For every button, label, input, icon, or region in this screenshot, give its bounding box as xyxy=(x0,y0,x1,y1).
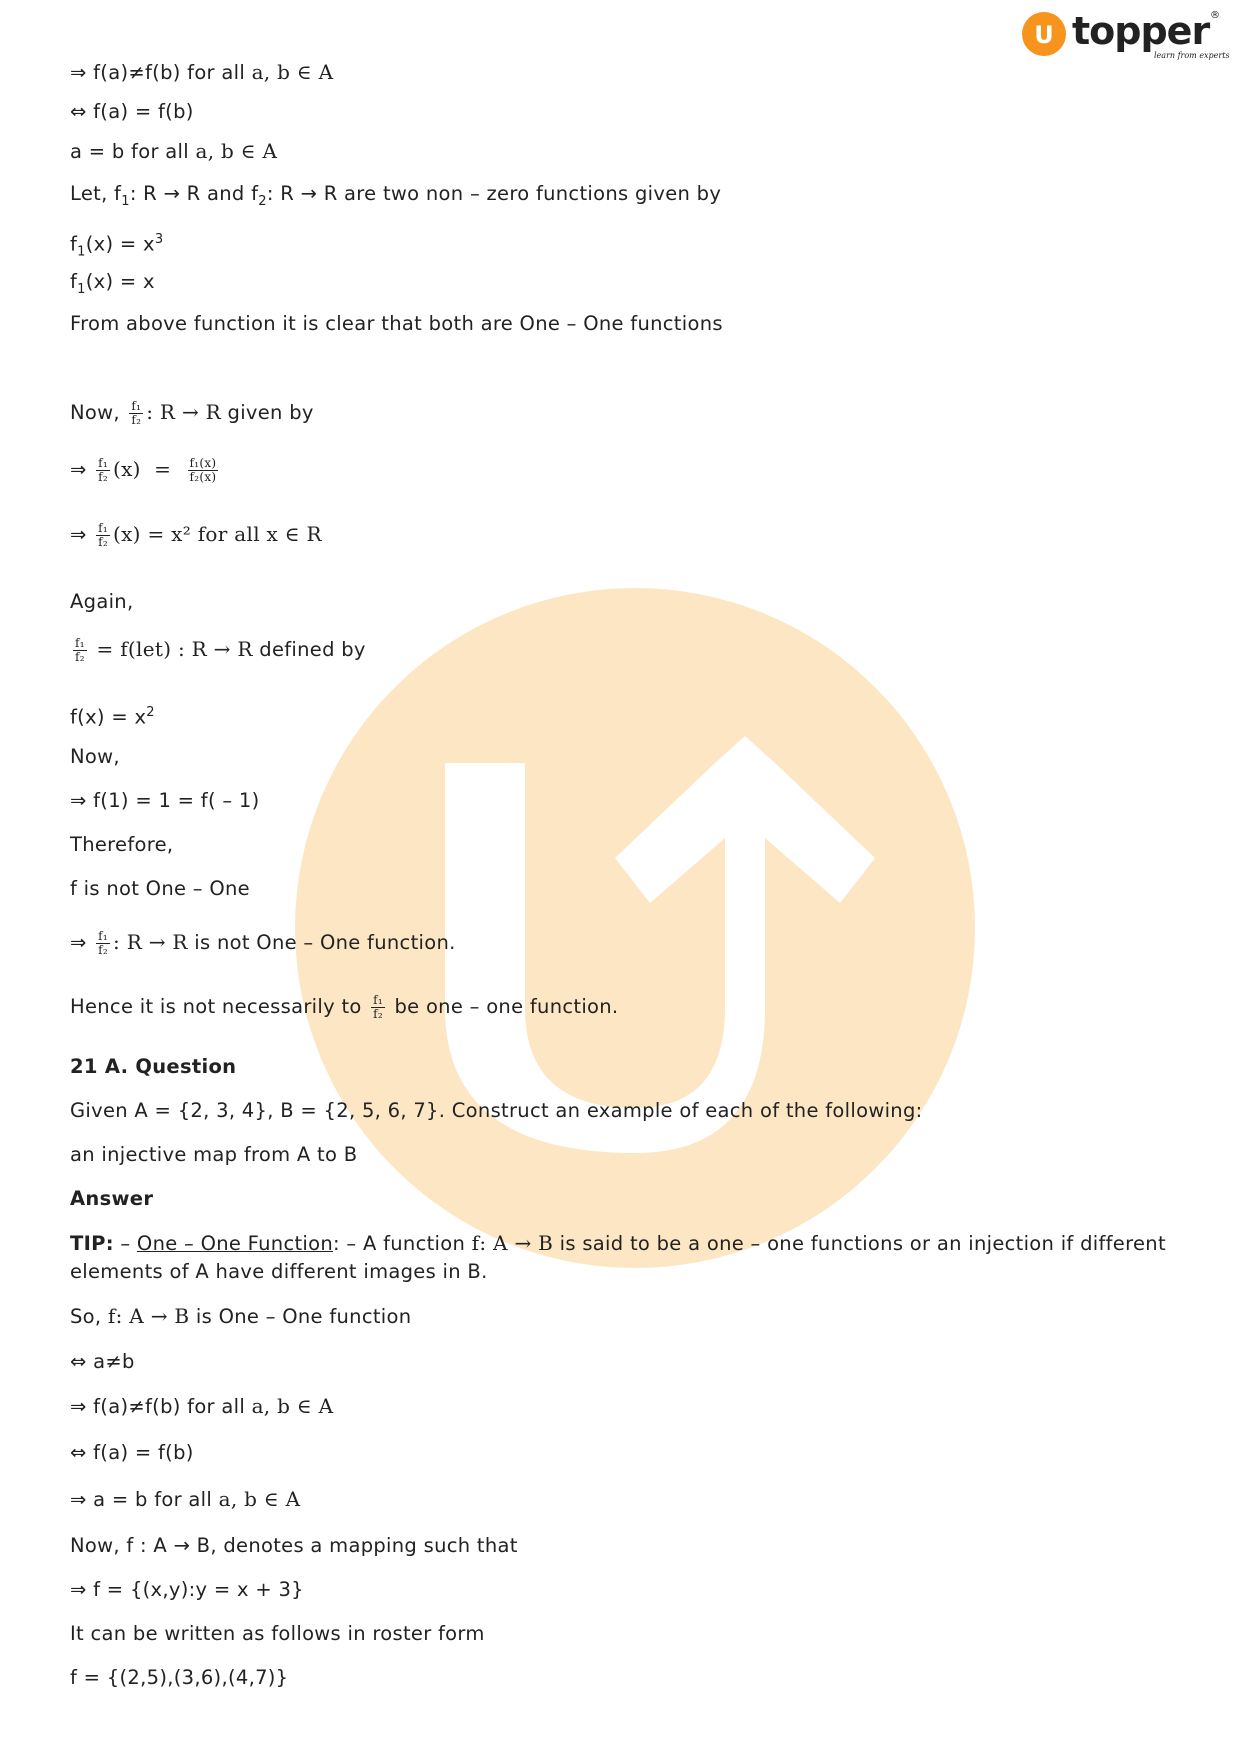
line-1 xyxy=(70,58,333,87)
line-14: Now, xyxy=(70,745,120,768)
brand-tagline: learn from experts xyxy=(1154,51,1230,60)
frac-num: f₁ xyxy=(131,399,142,413)
line-17: f is not One – One xyxy=(70,877,250,900)
line-6-sub: 1 xyxy=(77,281,86,297)
line-r6: ⇒ f = {(x,y):y = x + 3} xyxy=(70,1578,304,1601)
question-heading: 21 A. Question xyxy=(70,1055,237,1078)
line-r2-math: a, b ∈ A xyxy=(251,1394,334,1418)
line-4-b: : R → R and f xyxy=(129,182,259,205)
line-9 xyxy=(70,455,221,484)
line-9-eq xyxy=(141,457,185,481)
frac-num: f₁ xyxy=(373,993,383,1007)
brand-name: topper xyxy=(1072,9,1210,53)
line-8-math: : R → R xyxy=(146,400,222,424)
fraction-f1x-f2x xyxy=(188,457,219,484)
line-9-x: (x) xyxy=(113,457,141,481)
line-2: ⇔ f(a) = f(b) xyxy=(70,100,194,123)
fraction-f1-f2 xyxy=(371,994,385,1021)
eq-symbol: = xyxy=(154,457,172,481)
line-5-sub: 1 xyxy=(77,244,86,260)
line-1-text: ⇒ f(a)≠f(b) for all xyxy=(70,61,252,84)
tip-paragraph xyxy=(70,1229,1170,1286)
frac-num: f₁ xyxy=(98,456,108,470)
line-10-math: (x) = x² for all x ∈ R xyxy=(113,522,322,546)
frac-den: f₂ xyxy=(98,535,108,549)
line-5-sup: 3 xyxy=(154,232,164,247)
frac-den: f₂ xyxy=(75,650,85,664)
line-6 xyxy=(70,268,155,304)
implies-symbol: ⇒ xyxy=(70,458,87,481)
line-11: Again, xyxy=(70,590,134,613)
line-4-a: Let, f xyxy=(70,182,122,205)
line-7: From above function it is clear that both are One – One functions xyxy=(70,312,723,335)
answer-heading: Answer xyxy=(70,1187,154,1210)
line-4-sub1: 1 xyxy=(121,193,130,209)
line-r7: It can be written as follows in roster form xyxy=(70,1622,485,1645)
line-18-b: is not One – One function. xyxy=(187,931,456,954)
tip-term: One – One Function xyxy=(136,1232,334,1255)
frac-num: f₁(x) xyxy=(189,456,217,470)
line-3-math: a, b ∈ A xyxy=(195,139,278,163)
fraction-f1-f2 xyxy=(96,930,110,957)
line-15: ⇒ f(1) = 1 = f( – 1) xyxy=(70,789,260,812)
line-8-b: given by xyxy=(221,401,314,424)
frac-den: f₂(x) xyxy=(189,470,217,484)
line-4 xyxy=(70,180,721,216)
so-a: So, xyxy=(70,1305,108,1328)
fraction-f1-f2 xyxy=(96,457,110,484)
frac-den: f₂ xyxy=(373,1007,383,1021)
so-b: is One – One function xyxy=(189,1305,412,1328)
line-19 xyxy=(70,993,618,1021)
line-12-math: = f(let) : R → R xyxy=(89,637,253,661)
line-18 xyxy=(70,928,456,957)
line-12-b: defined by xyxy=(252,638,366,661)
tip-a: – xyxy=(113,1232,137,1255)
question-subpart: an injective map from A to B xyxy=(70,1143,358,1166)
line-10 xyxy=(70,520,322,549)
line-r5: Now, f : A → B, denotes a mapping such that xyxy=(70,1534,518,1557)
line-8 xyxy=(70,398,314,427)
brand-logo xyxy=(1020,6,1230,64)
frac-den: f₂ xyxy=(98,943,108,957)
frac-num: f₁ xyxy=(75,636,85,650)
line-8-a: Now, xyxy=(70,401,127,424)
line-r2 xyxy=(70,1392,333,1421)
tip-c: is said to be a one – one functions or an injection if different elements of A have different images in B. xyxy=(70,1232,1166,1283)
line-16: Therefore, xyxy=(70,833,174,856)
line-4-sub2: 2 xyxy=(258,193,267,209)
question-text: Given A = {2, 3, 4}, B = {2, 5, 6, 7}. Construct an example of each of the following: xyxy=(70,1099,923,1122)
line-5-a: f xyxy=(70,232,78,256)
line-1-math: a, b ∈ A xyxy=(251,60,334,84)
fraction-f1-f2 xyxy=(73,637,87,664)
logo-u-icon: U xyxy=(1034,21,1054,49)
line-5-b: (x) = x xyxy=(85,232,155,256)
line-r8: f = {(2,5),(3,6),(4,7)} xyxy=(70,1666,289,1689)
so-math: f: A → B xyxy=(107,1304,190,1328)
implies-symbol: ⇒ xyxy=(70,523,87,546)
line-13-a: f(x) = x xyxy=(70,705,147,729)
line-6-a: f xyxy=(70,270,78,293)
tip-math: f: A → B xyxy=(471,1231,554,1255)
line-3-text: a = b for all xyxy=(70,140,196,163)
tip-b: : – A function xyxy=(333,1232,472,1255)
line-18-math: : R → R xyxy=(113,930,188,954)
line-13-sup: 2 xyxy=(146,705,155,720)
frac-den: f₂ xyxy=(98,470,108,484)
line-r1: ⇔ a≠b xyxy=(70,1350,135,1373)
tip-label: TIP: xyxy=(70,1232,114,1255)
line-r4 xyxy=(70,1485,300,1514)
line-19-a: Hence it is not necessarily to xyxy=(70,995,369,1018)
line-r4-math: a, b ∈ A xyxy=(218,1487,301,1511)
line-r2-text: ⇒ f(a)≠f(b) for all xyxy=(70,1395,252,1418)
line-3 xyxy=(70,137,277,166)
line-12 xyxy=(70,635,366,664)
line-13 xyxy=(70,699,155,732)
line-4-c: : R → R are two non – zero functions given by xyxy=(266,182,722,205)
line-r4-text: ⇒ a = b for all xyxy=(70,1488,219,1511)
implies-symbol: ⇒ xyxy=(70,931,87,954)
fraction-f1-f2 xyxy=(129,400,143,427)
line-19-b: be one – one function. xyxy=(387,995,619,1018)
line-6-b: (x) = x xyxy=(85,270,155,293)
line-r3: ⇔ f(a) = f(b) xyxy=(70,1441,194,1464)
registered-mark: ® xyxy=(1210,10,1220,21)
fraction-f1-f2 xyxy=(96,522,110,549)
line-5 xyxy=(70,226,163,266)
frac-num: f₁ xyxy=(98,521,108,535)
frac-den: f₂ xyxy=(131,413,142,427)
so-line xyxy=(70,1302,411,1331)
frac-num: f₁ xyxy=(98,929,108,943)
